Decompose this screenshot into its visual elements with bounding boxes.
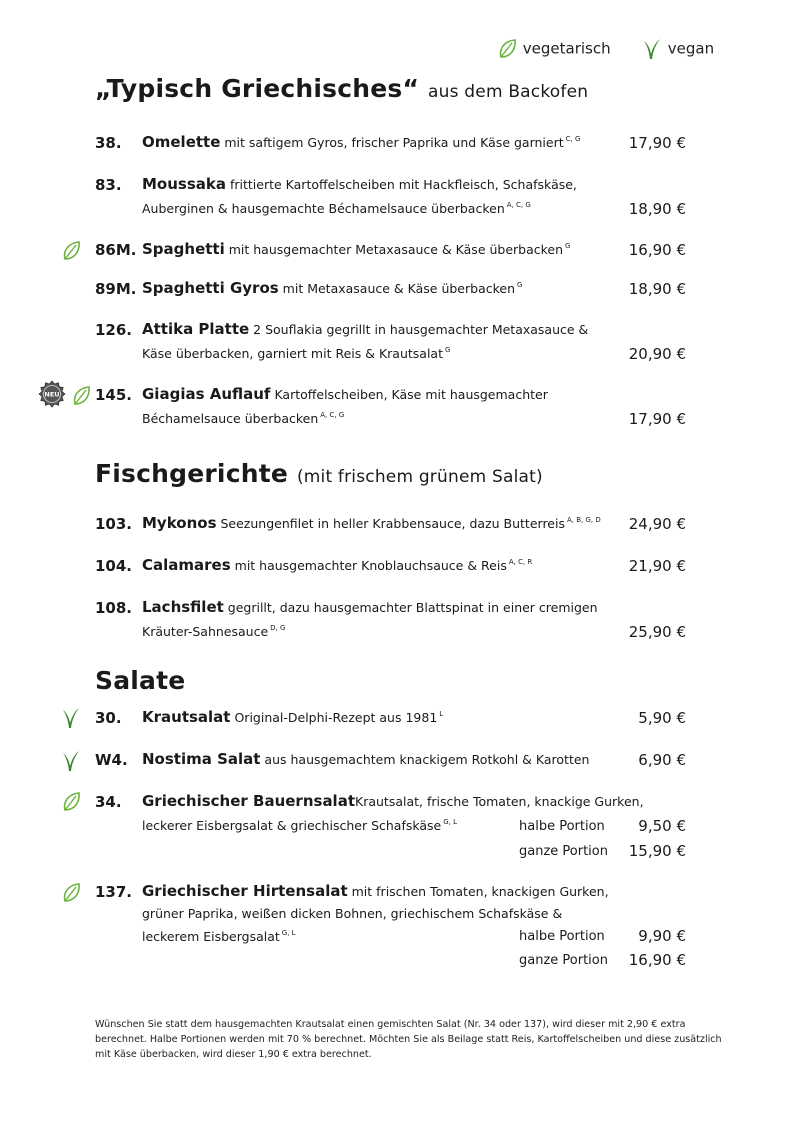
item-line [142, 598, 598, 616]
item-description: leckerer Eisbergsalat & griechischer Schafskäse [142, 818, 442, 833]
new-badge-text: NEU [44, 390, 60, 399]
section-title-typisch [95, 74, 588, 103]
legend-vegetarian [498, 38, 611, 60]
vegan-leaf-icon [62, 707, 82, 729]
full-portion-label: ganze Portion [519, 953, 608, 968]
vegetarian-leaf-icon [72, 385, 92, 407]
item-line [142, 514, 601, 532]
section-typisch-title: „Typisch Griechisches“ [95, 74, 420, 103]
item-name: Omelette [142, 133, 221, 151]
vegetarian-leaf-icon [498, 38, 518, 60]
item-name: Spaghetti Gyros [142, 279, 279, 297]
item-name: Mykonos [142, 514, 217, 532]
item-price: 17,90 € [628, 410, 686, 428]
item-description: frittierte Kartoffelscheiben mit Hackfleisch, Schafskäse, [229, 177, 577, 192]
legend-vegetarian-label: vegetarisch [522, 39, 611, 58]
section-title-fisch [95, 459, 543, 488]
item-description: Kartoffelscheiben, Käse mit hausgemachter [274, 387, 548, 402]
item-line [142, 708, 443, 726]
vegetarian-leaf-icon [62, 882, 82, 904]
item-description: mit hausgemachter Knoblauchsauce & Reis [234, 558, 507, 573]
item-description: mit Metaxasauce & Käse überbacken [282, 281, 516, 296]
item-name: Moussaka [142, 175, 226, 193]
item-description: mit frischen Tomaten, knackigen Gurken, [351, 884, 609, 899]
item-number: 86M. [95, 241, 137, 259]
item-number: 83. [95, 176, 122, 194]
item-allergens: G [517, 281, 523, 289]
item-number: 126. [95, 321, 133, 339]
item-description: mit hausgemachter Metaxasauce & Käse überbacken [228, 242, 564, 257]
item-number: 145. [95, 386, 133, 404]
item-name: Krautsalat [142, 708, 231, 726]
item-description: Käse überbacken, garniert mit Reis & Krautsalat [142, 346, 443, 361]
item-description: Seezungenfilet in heller Krabbensauce, dazu Butterreis [220, 516, 565, 531]
item-line-2 [142, 411, 344, 426]
new-badge-icon [38, 380, 66, 408]
full-portion-price: 16,90 € [628, 951, 686, 969]
item-description: leckerem Eisbergsalat [142, 929, 280, 944]
item-line-2 [142, 624, 285, 639]
item-line-2 [142, 346, 450, 361]
section-fisch-subtitle: (mit frischem grünem Salat) [296, 467, 543, 487]
item-number: 104. [95, 557, 133, 575]
item-description: gegrillt, dazu hausgemachter Blattspinat in einer cremigen [227, 600, 598, 615]
item-price: 5,90 € [638, 709, 686, 727]
item-name: Attika Platte [142, 320, 250, 338]
item-line-3 [142, 929, 296, 944]
item-number: 30. [95, 709, 122, 727]
item-description: Kräuter-Sahnesauce [142, 624, 269, 639]
item-allergens: G, L [281, 929, 296, 937]
item-name: Griechischer Hirtensalat [142, 882, 348, 900]
item-line [142, 385, 548, 403]
half-portion-price: 9,50 € [638, 817, 686, 835]
item-price: 18,90 € [628, 200, 686, 218]
item-description: mit saftigem Gyros, frischer Paprika und Käse garniert [224, 135, 564, 150]
vegetarian-leaf-icon [62, 791, 82, 813]
vegan-leaf-icon [643, 38, 663, 60]
legend-vegan [643, 38, 714, 60]
item-name: Giagias Auflauf [142, 385, 271, 403]
footer-note: Wünschen Sie statt dem hausgemachten Krautsalat einen gemischten Salat (Nr. 34 oder 137), wird dieser mit 2,90 € extra berechnet. Halbe Portionen werden mit 70 % berechnet. Möchten Sie als Beilage statt Reis, Kartoffelscheiben und diese zusätzlich mit Käse überbacken, wird dieser 1,90 € extra berechnet. [95, 1019, 722, 1060]
item-allergens: A, C, G [320, 411, 345, 419]
legend-vegan-label: vegan [667, 39, 715, 58]
item-allergens: L [439, 710, 444, 718]
item-name: Nostima Salat [142, 750, 261, 768]
full-portion-label: ganze Portion [519, 844, 608, 859]
item-line [142, 175, 577, 193]
item-price: 6,90 € [638, 751, 686, 769]
item-line [142, 750, 589, 768]
item-line-2 [142, 201, 531, 216]
item-name: Spaghetti [142, 240, 225, 258]
half-portion-label: halbe Portion [519, 929, 605, 944]
item-allergens: G [565, 242, 571, 250]
item-number: 89M. [95, 280, 137, 298]
item-description: Béchamelsauce überbacken [142, 411, 319, 426]
item-line-2 [142, 818, 457, 833]
vegan-leaf-icon [62, 750, 82, 772]
item-name: Calamares [142, 556, 231, 574]
section-title-salate [95, 666, 185, 695]
item-description: grüner Paprika, weißen dicken Bohnen, griechischem Schafskäse & [142, 906, 563, 921]
item-price: 20,90 € [628, 345, 686, 363]
item-price: 25,90 € [628, 623, 686, 641]
section-salate-title: Salate [95, 666, 186, 695]
item-description: aus hausgemachtem knackigem Rotkohl & Karotten [264, 752, 590, 767]
item-allergens: D, G [270, 624, 286, 632]
item-price: 18,90 € [628, 280, 686, 298]
item-allergens: A, B, G, D [566, 516, 601, 524]
item-allergens: G [444, 346, 451, 354]
item-number: 103. [95, 515, 133, 533]
half-portion-price: 9,90 € [638, 927, 686, 945]
item-price: 17,90 € [628, 134, 686, 152]
item-name: Griechischer Bauernsalat [142, 792, 355, 810]
item-description: Original-Delphi-Rezept aus 1981 [234, 710, 438, 725]
item-number: 137. [95, 883, 133, 901]
item-price: 16,90 € [628, 241, 686, 259]
item-line [142, 792, 644, 810]
item-number: 38. [95, 134, 122, 152]
item-allergens: G, L [443, 818, 458, 826]
item-allergens: A, C, R [508, 558, 533, 566]
item-number: W4. [95, 751, 128, 769]
item-description: Auberginen & hausgemachte Béchamelsauce überbacken [142, 201, 505, 216]
item-line [142, 556, 532, 574]
item-name: Lachsfilet [142, 598, 224, 616]
full-portion-price: 15,90 € [628, 842, 686, 860]
item-line [142, 279, 522, 297]
section-typisch-subtitle: aus dem Backofen [428, 82, 589, 102]
item-allergens: C, G [565, 135, 581, 143]
item-description: 2 Souflakia gegrillt in hausgemachter Metaxasauce & [253, 322, 589, 337]
item-price: 24,90 € [628, 515, 686, 533]
item-number: 108. [95, 599, 133, 617]
half-portion-label: halbe Portion [519, 819, 605, 834]
item-line [142, 133, 580, 151]
section-fisch-title: Fischgerichte [95, 459, 289, 488]
item-line [142, 320, 588, 338]
vegetarian-leaf-icon [62, 240, 82, 262]
item-allergens: A, C, G [506, 201, 531, 209]
item-line [142, 240, 570, 258]
item-number: 34. [95, 793, 122, 811]
item-description: Krautsalat, frische Tomaten, knackige Gurken, [355, 794, 644, 809]
item-line [142, 882, 609, 900]
item-line-2 [142, 906, 562, 921]
item-price: 21,90 € [628, 557, 686, 575]
